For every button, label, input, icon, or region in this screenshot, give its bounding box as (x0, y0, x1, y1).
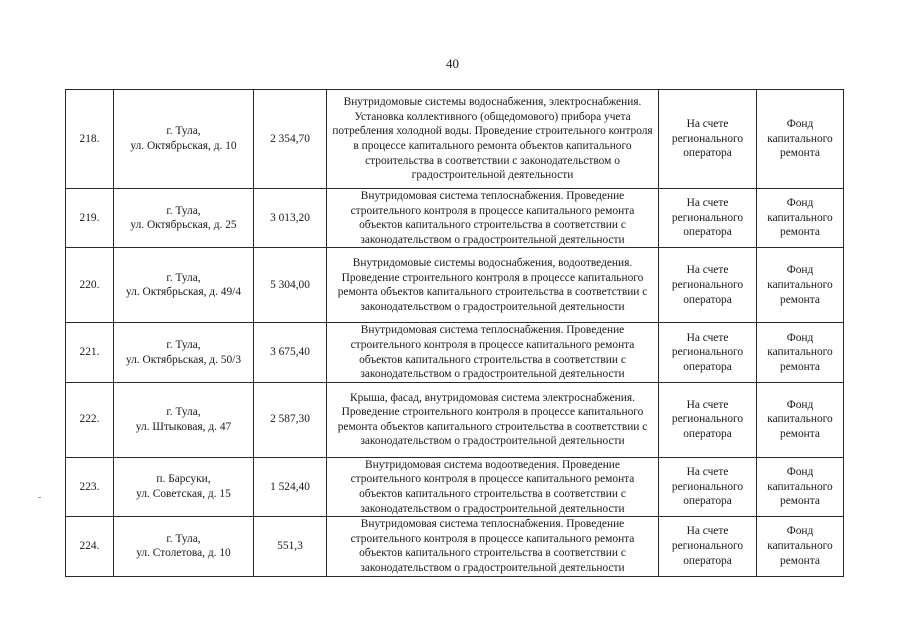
table-row (66, 517, 844, 576)
address-cell (114, 517, 254, 576)
account-type: На счете регионального оператора (659, 323, 757, 382)
address-street: ул. Штыковая, д. 47 (135, 420, 232, 433)
area-value: 2 354,70 (254, 90, 327, 189)
capital-repair-table (65, 89, 844, 577)
address-cell (114, 457, 254, 516)
works-description: Внутридомовые системы водоснабжения, электроснабжения. Установка коллективного (общедомового) прибора учета потребления холодной воды. Проведение строительного контроля в процессе капитального ремонта объектов капитального строительства в соответствии с законодательством о градостроительной деятельности (327, 90, 659, 189)
area-value: 2 587,30 (254, 382, 327, 457)
address-settlement: г. Тула, (166, 125, 201, 138)
row-number: 222. (66, 382, 114, 457)
row-number: 223. (66, 457, 114, 516)
works-description: Внутридомовая система теплоснабжения. Проведение строительного контроля в процессе капитального ремонта объектов капитального строительства в соответствии с законодательством о градостроительной деятельности (327, 189, 659, 248)
account-type: На счете регионального оператора (659, 248, 757, 323)
address-street: ул. Октябрьская, д. 50/3 (125, 353, 242, 366)
address-settlement: г. Тула, (166, 406, 201, 419)
account-type: На счете регионального оператора (659, 517, 757, 576)
address-street: ул. Советская, д. 15 (136, 487, 231, 500)
account-type: На счете регионального оператора (659, 189, 757, 248)
funding-source: Фонд капитального ремонта (757, 457, 844, 516)
address-street: ул. Октябрьская, д. 25 (130, 219, 237, 232)
area-value: 1 524,40 (254, 457, 327, 516)
page-number: 40 (446, 56, 459, 71)
address-cell (114, 248, 254, 323)
funding-source: Фонд капитального ремонта (757, 382, 844, 457)
table-row (66, 457, 844, 516)
area-value: 551,3 (254, 517, 327, 576)
funding-source: Фонд капитального ремонта (757, 323, 844, 382)
table-row (66, 382, 844, 457)
table-row (66, 248, 844, 323)
row-number: 220. (66, 248, 114, 323)
area-value: 3 675,40 (254, 323, 327, 382)
row-number: 221. (66, 323, 114, 382)
address-cell (114, 189, 254, 248)
address-cell (114, 382, 254, 457)
table-row (66, 90, 844, 189)
address-street: ул. Октябрьская, д. 10 (130, 140, 237, 152)
address-cell (114, 90, 254, 189)
works-description: Внутридомовая система теплоснабжения. Проведение строительного контроля в процессе капитального ремонта объектов капитального строительства в соответствии с законодательством о градостроительной деятельности (327, 517, 659, 576)
address-settlement: п. Барсуки, (156, 473, 211, 486)
table-row (66, 189, 844, 248)
row-number: 224. (66, 517, 114, 576)
address-street: ул. Столетова, д. 10 (136, 547, 231, 560)
area-value: 5 304,00 (254, 248, 327, 323)
works-description: Внутридомовые системы водоснабжения, водоотведения. Проведение строительного контроля в процессе капитального ремонта объектов капитального строительства в соответствии с законодательством о градостроительной деятельности (327, 248, 659, 323)
funding-source: Фонд капитального ремонта (757, 189, 844, 248)
address-settlement: г. Тула, (166, 204, 201, 217)
account-type: На счете регионального оператора (659, 90, 757, 189)
row-number: 218. (66, 90, 114, 189)
scan-artifact (38, 497, 41, 498)
funding-source: Фонд капитального ремонта (757, 248, 844, 323)
works-description: Внутридомовая система водоотведения. Проведение строительного контроля в процессе капитального ремонта объектов капитального строительства в соответствии с законодательством о градостроительной деятельности (327, 457, 659, 516)
funding-source: Фонд капитального ремонта (757, 517, 844, 576)
account-type: На счете регионального оператора (659, 382, 757, 457)
funding-source: Фонд капитального ремонта (757, 90, 844, 189)
address-settlement: г. Тула, (166, 532, 201, 545)
account-type: На счете регионального оператора (659, 457, 757, 516)
works-description: Крыша, фасад, внутридомовая система электроснабжения. Проведение строительного контроля в процессе капитального ремонта объектов капитального строительства в соответствии с законодательством о градостроительной деятельности (327, 382, 659, 457)
address-settlement: г. Тула, (166, 338, 201, 351)
row-number: 219. (66, 189, 114, 248)
table-row (66, 323, 844, 382)
address-settlement: г. Тула, (166, 271, 201, 284)
area-value: 3 013,20 (254, 189, 327, 248)
address-street: ул. Октябрьская, д. 49/4 (125, 286, 242, 299)
address-cell (114, 323, 254, 382)
works-description: Внутридомовая система теплоснабжения. Проведение строительного контроля в процессе капитального ремонта объектов капитального строительства в соответствии с законодательством о градостроительной деятельности (327, 323, 659, 382)
